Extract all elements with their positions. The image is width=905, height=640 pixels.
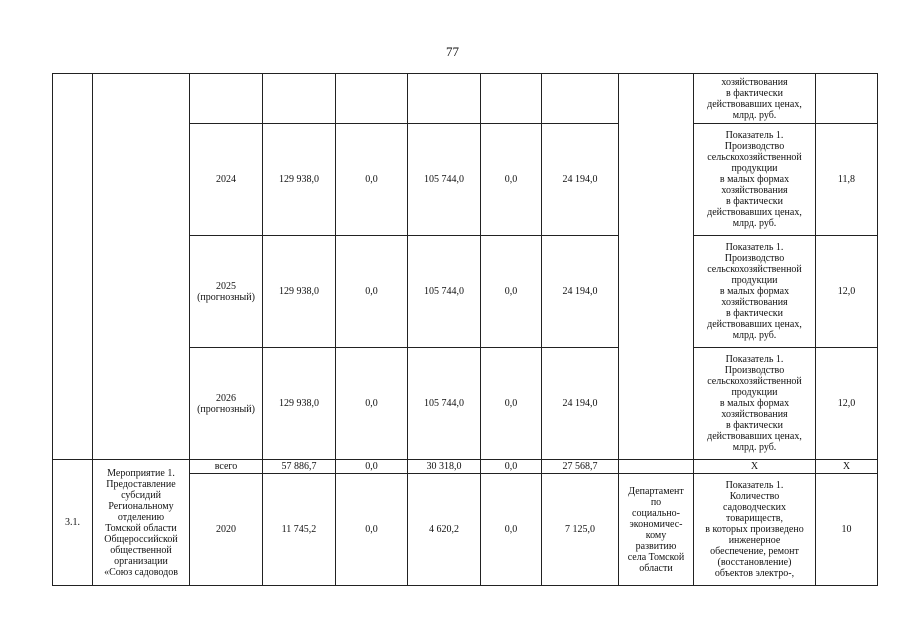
- indicator-value-cell: 10: [816, 474, 878, 586]
- indicator-value-cell: 12,0: [816, 348, 878, 460]
- extra-cell: 24 194,0: [542, 124, 619, 236]
- year-cell: 2020: [190, 474, 263, 586]
- regional-cell: 105 744,0: [408, 236, 481, 348]
- regional-cell: 105 744,0: [408, 348, 481, 460]
- indicator-cell: Показатель 1. Производство сельскохозяйственной продукции в малых формах хозяйствования в фактически действовавших ценах, млрд. руб.: [694, 124, 816, 236]
- total-cell: [263, 74, 336, 124]
- year-cell: [190, 74, 263, 124]
- total-cell: 129 938,0: [263, 124, 336, 236]
- extra-cell: 7 125,0: [542, 474, 619, 586]
- row-number-cell: 3.1.: [53, 460, 93, 586]
- local-cell: 0,0: [481, 124, 542, 236]
- page-number: 77: [446, 44, 459, 59]
- program-table: [52, 73, 878, 586]
- total-cell: 129 938,0: [263, 236, 336, 348]
- local-cell: [481, 74, 542, 124]
- total-cell: 129 938,0: [263, 348, 336, 460]
- year-cell: 2025 (прогнозный): [190, 236, 263, 348]
- federal-cell: 0,0: [336, 124, 408, 236]
- indicator-cell: Показатель 1. Производство сельскохозяйственной продукции в малых формах хозяйствования в фактически действовавших ценах, млрд. руб.: [694, 236, 816, 348]
- indicator-cell: Показатель 1. Количество садоводческих товариществ, в которых произведено инженерное обеспечение, ремонт (восстановление) объектов электро-,: [694, 474, 816, 586]
- year-cell: 2026 (прогнозный): [190, 348, 263, 460]
- indicator-cell: Показатель 1. Производство сельскохозяйственной продукции в малых формах хозяйствования в фактически действовавших ценах, млрд. руб.: [694, 348, 816, 460]
- federal-cell: [336, 74, 408, 124]
- regional-cell: 30 318,0: [408, 460, 481, 474]
- extra-cell: [542, 74, 619, 124]
- indicator-value-cell: X: [816, 460, 878, 474]
- table-row: [53, 460, 878, 474]
- local-cell: 0,0: [481, 474, 542, 586]
- indicator-value-cell: 11,8: [816, 124, 878, 236]
- extra-cell: 27 568,7: [542, 460, 619, 474]
- regional-cell: 4 620,2: [408, 474, 481, 586]
- year-cell: всего: [190, 460, 263, 474]
- extra-cell: 24 194,0: [542, 348, 619, 460]
- regional-cell: 105 744,0: [408, 124, 481, 236]
- local-cell: 0,0: [481, 236, 542, 348]
- federal-cell: 0,0: [336, 474, 408, 586]
- local-cell: 0,0: [481, 460, 542, 474]
- indicator-value-cell: [816, 74, 878, 124]
- row-number-cell: [53, 74, 93, 460]
- federal-cell: 0,0: [336, 236, 408, 348]
- executor-cell: [619, 74, 694, 460]
- local-cell: 0,0: [481, 348, 542, 460]
- executor-cell: [619, 460, 694, 474]
- total-cell: 57 886,7: [263, 460, 336, 474]
- extra-cell: 24 194,0: [542, 236, 619, 348]
- regional-cell: [408, 74, 481, 124]
- executor-cell: Департамент по социально- экономичес- кому развитию села Томской области: [619, 474, 694, 586]
- year-cell: 2024: [190, 124, 263, 236]
- activity-name-cell: [93, 74, 190, 460]
- total-cell: 11 745,2: [263, 474, 336, 586]
- indicator-value-cell: 12,0: [816, 236, 878, 348]
- federal-cell: 0,0: [336, 348, 408, 460]
- table-row: [53, 74, 878, 124]
- activity-name-cell: Мероприятие 1. Предоставление субсидий Региональному отделению Томской области Общероссийской общественной организации «Союз садоводов: [93, 460, 190, 586]
- indicator-cell: хозяйствования в фактически действовавших ценах, млрд. руб.: [694, 74, 816, 124]
- federal-cell: 0,0: [336, 460, 408, 474]
- indicator-cell: X: [694, 460, 816, 474]
